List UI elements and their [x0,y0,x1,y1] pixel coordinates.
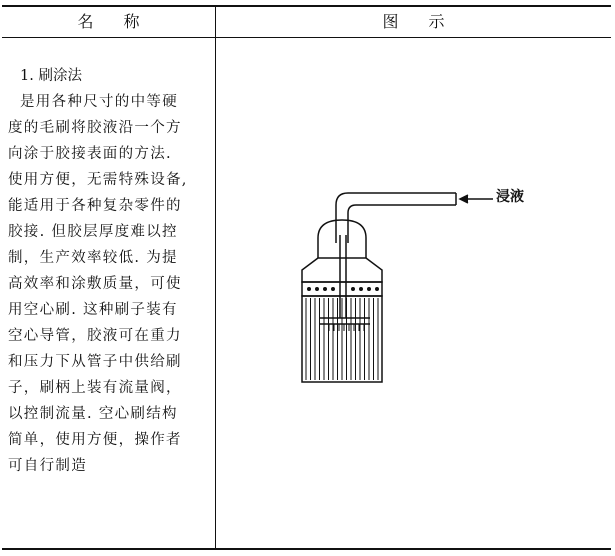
header-figure-char-1: 图 [382,12,399,31]
description-line: 简单，使用方便，操作者 [8,432,182,448]
feed-pipe-icon [336,193,456,243]
header-name-char-1: 名 [77,12,94,31]
description-line: 使用方便，无需特殊设备, [8,172,188,188]
description-line: 高效率和涂敷质量，可使 [8,276,182,292]
description-line: 可自行制造 [8,458,87,474]
description-line: 子，刷柄上装有流量阀， [8,380,182,396]
description-line: 用空心刷. 这种刷子装有 [8,302,178,318]
section-title: 1. 刷涂法 [20,68,82,84]
description-line: 制，生产效率较低. 为提 [8,250,178,266]
description-line: 是用各种尺寸的中等硬 [20,94,178,110]
arrow-label: 浸液 [496,189,524,205]
description-line: 空心导管，胶液可在重力 [8,328,182,344]
description-line: 度的毛刷将胶液沿一个方 [8,120,182,136]
header-figure-char-2: 示 [428,12,445,31]
description-line: 和压力下从管子中供给刷 [8,354,182,370]
arrow-icon [460,195,468,203]
ferrule-icon [302,258,382,282]
description-line: 能适用于各种复杂零件的 [8,198,182,214]
description-line: 向涂于胶接表面的方法. [8,146,172,162]
header-name-char-2: 称 [123,12,140,31]
description-line: 以控制流量. 空心刷结构 [8,406,178,422]
description-line: 胶接. 但胶层厚度难以控 [8,224,178,240]
brush-handle-icon [318,220,366,258]
